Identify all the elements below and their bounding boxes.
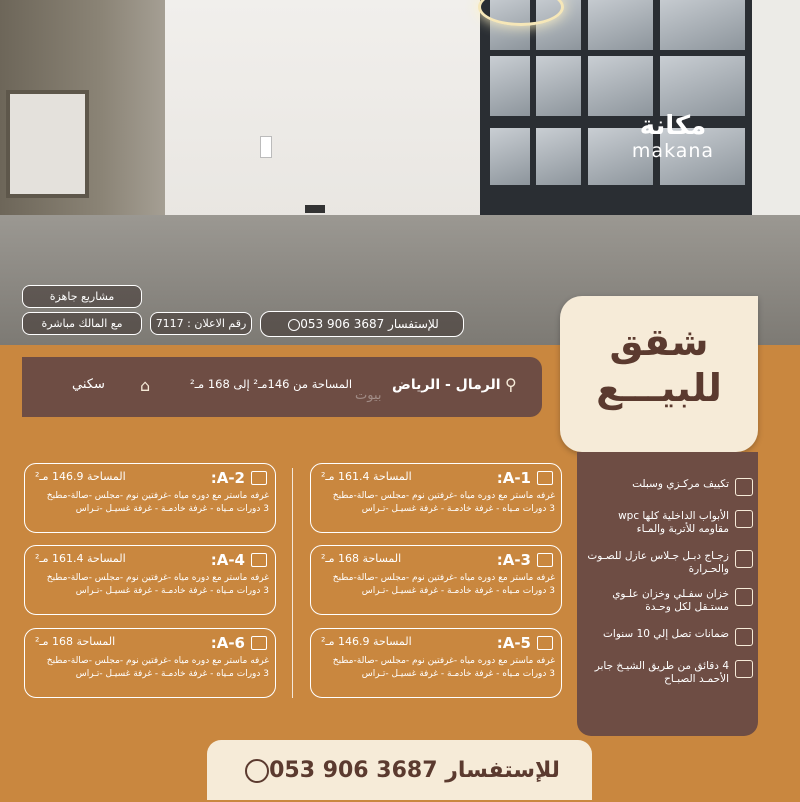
unit-desc-1: غرفه ماستر مع دوره مياه -غرفتين نوم -مجلس -صالة-مطبخ: [46, 656, 269, 666]
ready-projects-tag: مشاريع جاهزة: [22, 285, 142, 308]
layers-icon: [537, 471, 553, 485]
window-pane: [660, 0, 745, 50]
contact-pill-small[interactable]: [260, 311, 464, 337]
map-icon: [735, 660, 753, 678]
feature-item: الأبواب الداخلية كلها wpc مقاومه للأتربة والمـاء: [585, 510, 751, 536]
unit-desc-1: غرفه ماستر مع دوره مياه -غرفتين نوم -مجلس -صالة-مطبخ: [332, 491, 555, 501]
light-switch: [260, 136, 272, 158]
window-pane: [660, 56, 745, 116]
unit-desc-2: 3 دورات مـياه - غرفة خادمـة - غرفة غسيـل -تـراس: [75, 586, 269, 596]
contact-pill-large[interactable]: [207, 740, 592, 800]
glass-icon: [735, 550, 753, 568]
property-type: سكني: [72, 377, 105, 392]
unit-area: المساحة 168 مـ²: [321, 552, 402, 565]
home-icon: ⌂: [140, 376, 151, 395]
brand-logo: [618, 112, 728, 162]
window-pane: [490, 128, 530, 185]
unit-card-a6: [24, 628, 276, 698]
unit-desc-1: غرفه ماستر مع دوره مياه -غرفتين نوم -مجلس -صالة-مطبخ: [46, 491, 269, 501]
corridor-door: [6, 90, 89, 198]
shield-icon: [735, 628, 753, 646]
feature-item: ضمانات تصل إلي 10 سنوات: [585, 628, 751, 641]
location-pin-icon: ⚲: [505, 375, 517, 394]
unit-code: A-2:: [210, 469, 245, 487]
unit-desc-2: 3 دورات مـياه - غرفة خادمـة - غرفة غسيـل -تـراس: [75, 669, 269, 679]
unit-desc-2: 3 دورات مـياه - غرفة خادمـة - غرفة غسيـل -تـراس: [75, 504, 269, 514]
window-pane: [588, 56, 653, 116]
unit-desc-1: غرفه ماستر مع دوره مياه -غرفتين نوم -مجلس -صالة-مطبخ: [46, 573, 269, 583]
whatsapp-icon: [288, 319, 300, 331]
unit-card-a4: [24, 545, 276, 615]
feature-item: زجـاج دبـل جـلاس عازل للصـوت والحـرارة: [585, 550, 751, 576]
title-line-1: شقق: [609, 320, 709, 364]
feature-item: خزان سفـلي وخزان علـوي مستـقل لكل وحـدة: [585, 588, 751, 614]
window-pane: [490, 56, 530, 116]
unit-card-a3: [310, 545, 562, 615]
unit-code: A-1:: [496, 469, 531, 487]
owner-direct-tag: مع المالك مباشرة: [22, 312, 142, 335]
window-pane: [536, 56, 581, 116]
layers-icon: [537, 553, 553, 567]
feature-item: 4 دقائق من طريق الشيـخ جابر الأحمـد الصبـاح: [585, 660, 751, 686]
tank-icon: [735, 588, 753, 606]
layers-icon: [251, 636, 267, 650]
unit-desc-2: 3 دورات مـياه - غرفة خادمـة - غرفة غسيـل -تـراس: [361, 504, 555, 514]
unit-code: A-5:: [496, 634, 531, 652]
column-divider: [292, 468, 293, 698]
unit-desc-1: غرفه ماستر مع دوره مياه -غرفتين نوم -مجلس -صالة-مطبخ: [332, 656, 555, 666]
feature-item: تكييف مركـزي وسبلت: [585, 478, 751, 491]
contact-text-small: للإستفسار 3687 906 053: [300, 317, 439, 331]
room-window: [480, 0, 752, 215]
info-bar: [22, 357, 542, 417]
whatsapp-icon: [245, 759, 269, 783]
unit-card-a2: [24, 463, 276, 533]
logo-english: makana: [631, 140, 715, 162]
contact-text-large: للإستفسار 3687 906 053: [269, 758, 560, 783]
unit-area: المساحة 146.9 مـ²: [35, 470, 126, 483]
unit-area: المساحة 161.4 مـ²: [321, 470, 412, 483]
unit-desc-2: 3 دورات مـياه - غرفة خادمـة - غرفة غسيـل -تـراس: [361, 669, 555, 679]
layers-icon: [251, 471, 267, 485]
title-card: [560, 296, 758, 452]
location-text: الرمال - الرياض: [392, 377, 501, 393]
ac-icon: [735, 478, 753, 496]
title-line-2: للبيـــع: [596, 366, 722, 410]
window-pane: [588, 0, 653, 50]
wall-sockets: [305, 205, 325, 213]
unit-code: A-6:: [210, 634, 245, 652]
unit-card-a5: [310, 628, 562, 698]
unit-area: المساحة 168 مـ²: [35, 635, 116, 648]
logo-arabic: مكانة: [639, 111, 707, 141]
unit-desc-2: 3 دورات مـياه - غرفة خادمـة - غرفة غسيـل -تـراس: [361, 586, 555, 596]
watermark: بيوت: [355, 388, 382, 403]
unit-card-a1: [310, 463, 562, 533]
unit-desc-1: غرفه ماستر مع دوره مياه -غرفتين نوم -مجلس -صالة-مطبخ: [332, 573, 555, 583]
door-icon: [735, 510, 753, 528]
unit-code: A-4:: [210, 551, 245, 569]
area-range: المساحة من 146مـ² إلى 168 مـ²: [190, 377, 353, 391]
layers-icon: [537, 636, 553, 650]
unit-area: المساحة 161.4 مـ²: [35, 552, 126, 565]
features-panel: [577, 452, 758, 736]
ad-number-tag: رقم الاعلان : 7117: [150, 312, 252, 335]
unit-area: المساحة 146.9 مـ²: [321, 635, 412, 648]
window-pane: [536, 128, 581, 185]
unit-code: A-3:: [496, 551, 531, 569]
layers-icon: [251, 553, 267, 567]
